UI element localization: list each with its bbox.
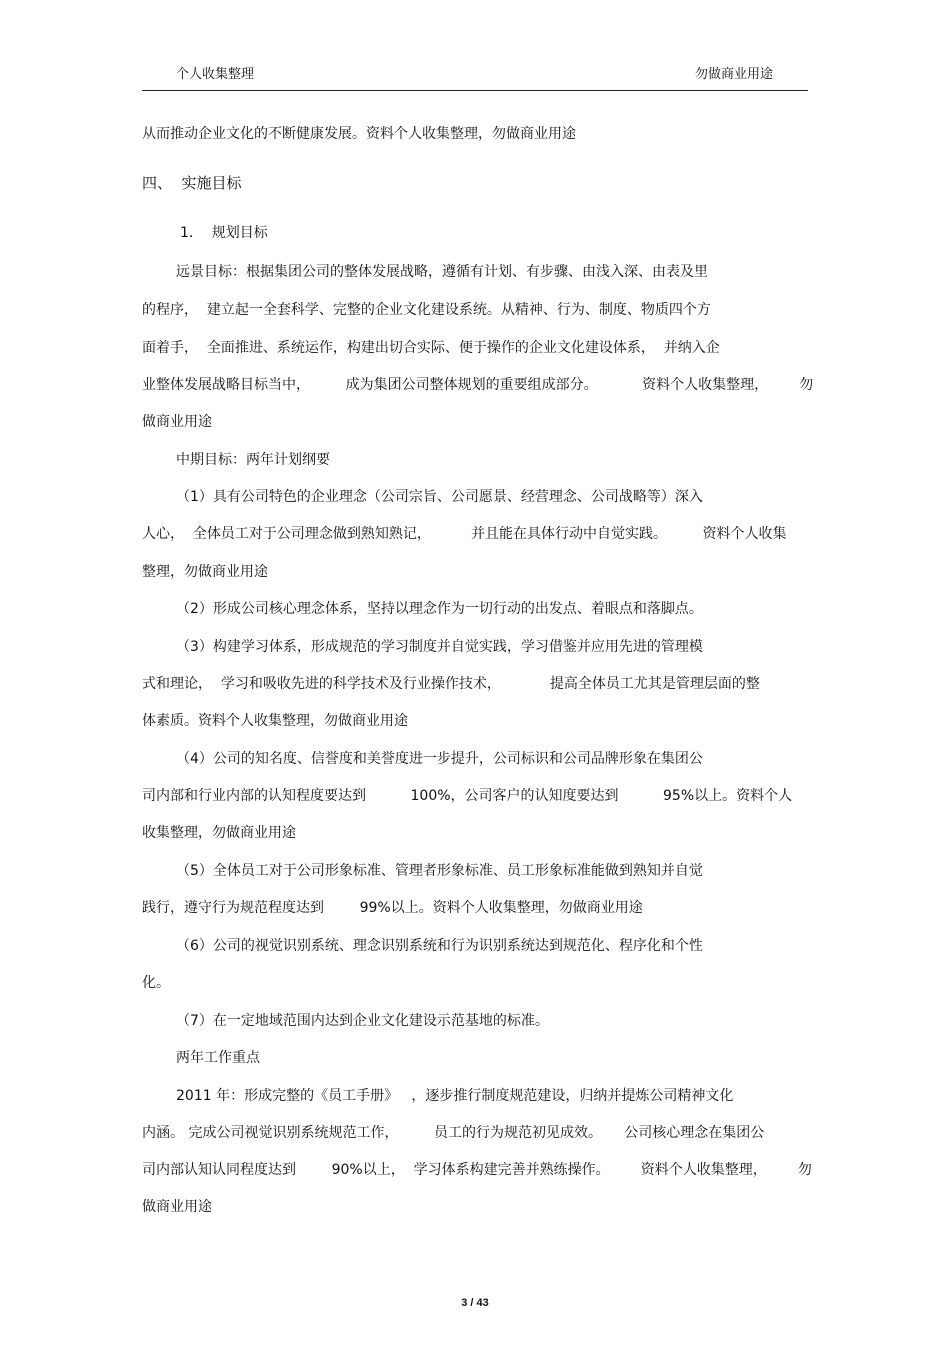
body-line: （5）全体员工对于公司形象标准、管理者形象标准、员工形象标准能做到熟知并自觉 <box>176 863 703 879</box>
body-line: （1）具有公司特色的企业理念（公司宗旨、公司愿景、经营理念、公司战略等）深入 <box>176 489 703 505</box>
body-line: 整理，勿做商业用途 <box>142 564 268 580</box>
body-line: 人心， 全体员工对于公司理念做到熟知熟记， 并且能在具体行动中自觉实践。 资料个人收集 <box>142 526 787 542</box>
body-line: 业整体发展战略目标当中， 成为集团公司整体规划的重要组成部分。 资料个人收集整理， 勿 <box>142 377 814 393</box>
body-line: 司内部和行业内部的认知程度要达到 100%，公司客户的认知度要达到 95%以上。资料个人 <box>142 788 793 804</box>
body-line: 化。 <box>142 975 170 991</box>
body-line: 两年工作重点 <box>176 1050 260 1066</box>
body-line: 收集整理，勿做商业用途 <box>142 825 296 841</box>
header-left-text: 个人收集整理 <box>176 67 255 82</box>
body-line: （4）公司的知名度、信誉度和美誉度进一步提升，公司标识和公司品牌形象在集团公 <box>176 751 703 767</box>
body-line: 体素质。资料个人收集整理，勿做商业用途 <box>142 713 408 729</box>
body-line: 远景目标：根据集团公司的整体发展战略，遵循有计划、有步骤、由浅入深、由表及里 <box>176 264 708 280</box>
body-line: 做商业用途 <box>142 414 212 430</box>
page-number: 3 / 43 <box>461 1297 489 1309</box>
body-line: 2011 年：形成完整的《员工手册》 ，逐步推行制度规范建设，归纳并提炼公司精神文化 <box>176 1088 734 1104</box>
subsection-heading: 1． 规划目标 <box>180 225 268 241</box>
body-line: （2）形成公司核心理念体系，坚持以理念作为一切行动的出发点、着眼点和落脚点。 <box>176 601 703 617</box>
body-line: 内涵。 完成公司视觉识别系统规范工作， 员工的行为规范初见成效。 公司核心理念在集团公 <box>142 1125 765 1141</box>
body-line: 做商业用途 <box>142 1199 212 1215</box>
body-line: 面着手， 全面推进、系统运作，构建出切合实际、便于操作的企业文化建设体系， 并纳入企 <box>142 340 720 356</box>
body-line: （7）在一定地域范围内达到企业文化建设示范基地的标准。 <box>176 1013 549 1029</box>
body-line: 司内部认知认同程度达到 90%以上， 学习体系构建完善并熟练操作。 资料个人收集整理， 勿 <box>142 1162 812 1178</box>
body-line: 的程序， 建立起一全套科学、完整的企业文化建设系统。从精神、行为、制度、物质四个方 <box>142 302 711 318</box>
body-line: 式和理论， 学习和吸收先进的科学技术及行业操作技术， 提高全体员工尤其是管理层面的整 <box>142 676 760 692</box>
body-line: 从而推动企业文化的不断健康发展。资料个人收集整理，勿做商业用途 <box>142 126 576 142</box>
body-line: （6）公司的视觉识别系统、理念识别系统和行为识别系统达到规范化、程序化和个性 <box>176 938 703 954</box>
body-line: （3）构建学习体系，形成规范的学习制度并自觉实践，学习借鉴并应用先进的管理模 <box>176 639 703 655</box>
body-line: 践行，遵守行为规范程度达到 99%以上。资料个人收集整理，勿做商业用途 <box>142 900 643 916</box>
header-right-text: 勿做商业用途 <box>694 67 773 82</box>
header-rule <box>142 90 808 91</box>
body-line: 中期目标：两年计划纲要 <box>176 452 330 468</box>
section-heading: 四、 实施目标 <box>142 174 242 192</box>
